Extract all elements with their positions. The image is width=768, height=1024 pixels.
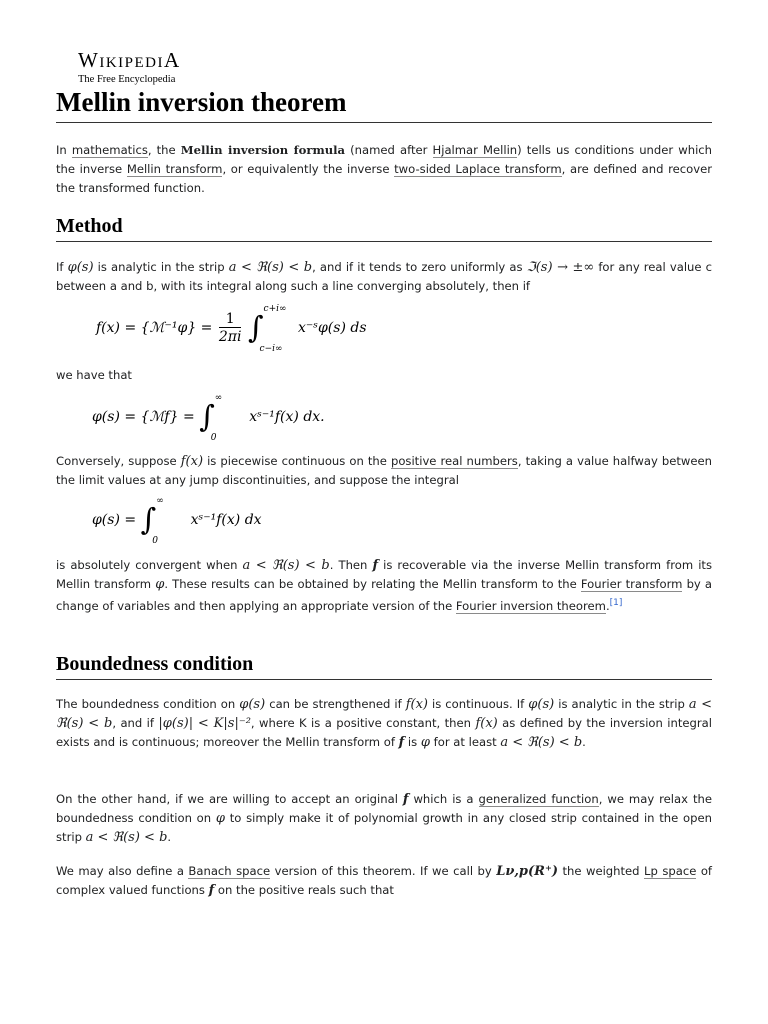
link-mellin-transform[interactable]: Mellin transform [126, 162, 223, 176]
section-heading-boundedness: Boundedness condition [56, 650, 712, 680]
logo-wordmark: WIKIPEDIA [78, 48, 181, 72]
equation-mellin-transform: φ(s) = {ℳf} = ∫ ∞ 0 xˢ⁻¹f(x) dx. [92, 393, 325, 443]
equation-integral: φ(s) = ∫ ∞ 0 xˢ⁻¹f(x) dx [92, 496, 262, 546]
reference-1[interactable]: [1] [609, 598, 623, 608]
link-banach-space[interactable]: Banach space [188, 864, 271, 878]
method-paragraph-2: Conversely, suppose f(x) is piecewise continuous on the positive real numbers, taking a value halfway between the limit values at any jump discontinuities, and suppose the integral [56, 454, 713, 487]
link-lp-space[interactable]: Lp space [644, 864, 697, 878]
boundedness-paragraph-1: The boundedness condition on φ(s) can be strengthened if f(x) is continuous. If φ(s) is analytic in the strip a < ℜ(s) < b, and if |φ(s)| < K|s|⁻², where K is a positive constant, then f(x) as defined by the inversion integral exists and is continuous; moreover the Mellin transform of f is φ for at least a < ℜ(s) < b. [56, 697, 712, 750]
logo-tagline: The Free Encyclopedia [78, 74, 176, 85]
method-paragraph-3: is absolutely convergent when a < ℜ(s) < b. Then f is recoverable via the inverse Mellin transform from its Mellin transform φ. These results can be obtained by relating the Mellin transform to the Fourier transform by a change of variables and then applying an appropriate version of the Fourier inversion theorem.[1] [56, 558, 713, 613]
link-hjalmar-mellin[interactable]: Hjalmar Mellin [432, 143, 518, 157]
intro-paragraph: In mathematics, the Mellin inversion formula (named after Hjalmar Mellin) tells us conditions under which the inverse Mellin transform, or equivalently the inverse two-sided Laplace transform, are defined and recover the transformed function. [56, 143, 713, 195]
bold-term: Mellin inversion formula [180, 143, 346, 157]
method-paragraph-1: If φ(s) is analytic in the strip a < ℜ(s) < b, and if it tends to zero uniformly as ℑ(s) → ±∞ for any real value c between a and b, with its integral along such a line converging absolutely, then if [56, 260, 712, 293]
link-positive-real-numbers[interactable]: positive real numbers [390, 454, 518, 468]
page-title: Mellin inversion theorem [56, 84, 712, 123]
link-mathematics[interactable]: mathematics [71, 143, 148, 157]
wikipedia-logo[interactable] [78, 50, 181, 86]
link-fourier-transform[interactable]: Fourier transform [580, 577, 683, 591]
we-have-that: we have that [56, 368, 132, 382]
section-heading-method: Method [56, 212, 712, 242]
boundedness-paragraph-2: On the other hand, if we are willing to accept an original f which is a generalized function, we may relax the boundedness condition on φ to simply make it of polynomial growth in any closed strip contained in the open strip a < ℜ(s) < b. [56, 792, 712, 845]
boundedness-paragraph-3: We may also define a Banach space version of this theorem. If we call by Lν,p(R⁺) the weighted Lp space of complex valued functions f on the positive reals such that [56, 864, 712, 898]
link-two-sided-laplace[interactable]: two-sided Laplace transform [394, 162, 562, 176]
link-fourier-inversion-theorem[interactable]: Fourier inversion theorem [455, 598, 606, 613]
link-generalized-function[interactable]: generalized function [478, 792, 599, 806]
equation-inverse-mellin: f(x) = {ℳ⁻¹φ} = $\frac{1}{2\pi i}$ ∫ c+i∞ c−i∞ x⁻ˢφ(s) ds [96, 304, 367, 354]
